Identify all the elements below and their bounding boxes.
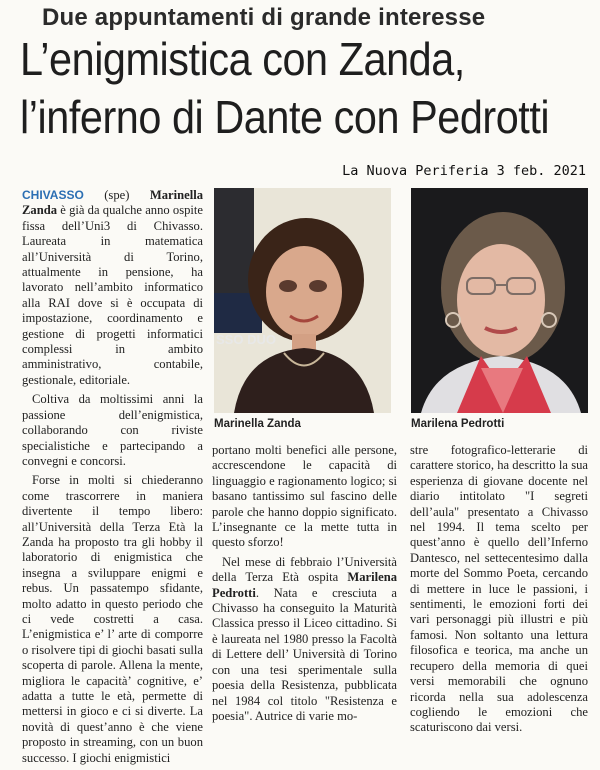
person-name: Marilena Pedrotti <box>212 570 397 600</box>
photo-marilena-pedrotti <box>411 188 588 413</box>
text-column-2 <box>212 443 397 728</box>
paragraph <box>212 555 397 724</box>
article-kicker: Due appuntamenti di grande interesse <box>42 4 486 31</box>
headline-line-2: l’inferno di Dante con Pedrotti <box>20 91 550 143</box>
byline: (spe) <box>83 188 150 202</box>
paragraph <box>22 188 203 388</box>
headline-line-1: L’enigmistica con Zanda, <box>20 33 465 85</box>
portrait-image <box>411 188 588 413</box>
person-name: Marinella Zanda <box>22 188 203 218</box>
article-headline <box>20 30 550 146</box>
paragraph: portano molti benefici alle persone, accrescendone le capacità di linguaggio e ragionamento logico; si basano tantissimo sul fascino delle parole che hanno doppio significato. L’insegnante ce la mette tutta in questo sforzo! <box>212 443 397 550</box>
paragraph: Forse in molti si chiederanno come trascorrere in maniera divertente il tempo libero: all’Università della Terza Età la Zanda ha proposto tra gli hobby il laboratorio di enigmistica che insegna a sviluppare enigmi e rebus. Un passatempo sfidante, molto adatto in questo periodo che ci vede costretti a casa. L’enigmistica e’ l’ arte di comporre o risolvere tipi di giochi basati sulla scoperta di parole. Allena la mente, migliora le capacità’ cognitive, e’ adatta a tutte le età, permette di mettersi in gioco e ci si diverte. La novità di quest’anno è che viene proposto in streaming, con un buon successo. I giochi enigmistici <box>22 473 203 765</box>
paragraph: Coltiva da moltissimi anni la passione dell’enigmistica, collaborando con riviste specialistiche e partecipando a convegni e concorsi. <box>22 392 203 468</box>
paragraph-text: Nel mese di febbraio l’Università della Terza Età ospita <box>212 554 397 585</box>
photo-caption: Marilena Pedrotti <box>411 418 505 430</box>
paragraph-text: . Nata e cresciuta a Chivasso ha conseguito la Maturità Classica presso il Liceo cittadino. Si è laureata nel 1980 presso la Facoltà di Lettere dell’ Università di Torino con una tesi sperimentale sulla poesia della Resistenza, pubblicata nel 1984 col titolo "Resistenza e poesia". Autrice di varie mo- <box>212 585 397 723</box>
paragraph-text: è già da qualche anno ospite fissa dell’Uni3 di Chivasso. Laureata in matematica all’Università di Torino, attualmente in pensione, ha lavorato nell’ambito informatico alla RAI dove si è occupata di impostazione, coordinamento e gestione di progetti informatici complessi in ambito amministrativo, contabile, gestionale, editoriale. <box>22 203 203 387</box>
text-column-3 <box>410 443 588 740</box>
portrait-image <box>214 188 391 413</box>
photo-marinella-zanda <box>214 188 391 413</box>
photo-caption: Marinella Zanda <box>214 418 301 430</box>
paragraph: stre fotografico-letterarie di carattere storico, ha descritto la sua esperienza di giovane docente nel diario intitolato "I segreti dell’aula" presentato a Chivasso nel 1994. Il tema scelto per quest’anno è quello dell’Inferno Dantesco, nel settecentesimo dalla morte del Sommo Poeta, cercando di mettere in luce le passioni, i sentimenti, le emozioni forti dei vari personaggi più illustri e più famosi. Non soltanto una lettura filosofica e teorica, ma anche un recupero della memoria di quei versi memorabili che ognuno ricorda nella sua adolescenza cogliendo le emozioni che scaturiscono dai versi. <box>410 443 588 735</box>
text-column-1 <box>22 188 203 770</box>
source-note: La Nuova Periferia 3 feb. 2021 <box>342 163 586 179</box>
dateline-place: CHIVASSO <box>22 188 84 202</box>
background-sign-text: SSO DUO <box>216 332 276 347</box>
